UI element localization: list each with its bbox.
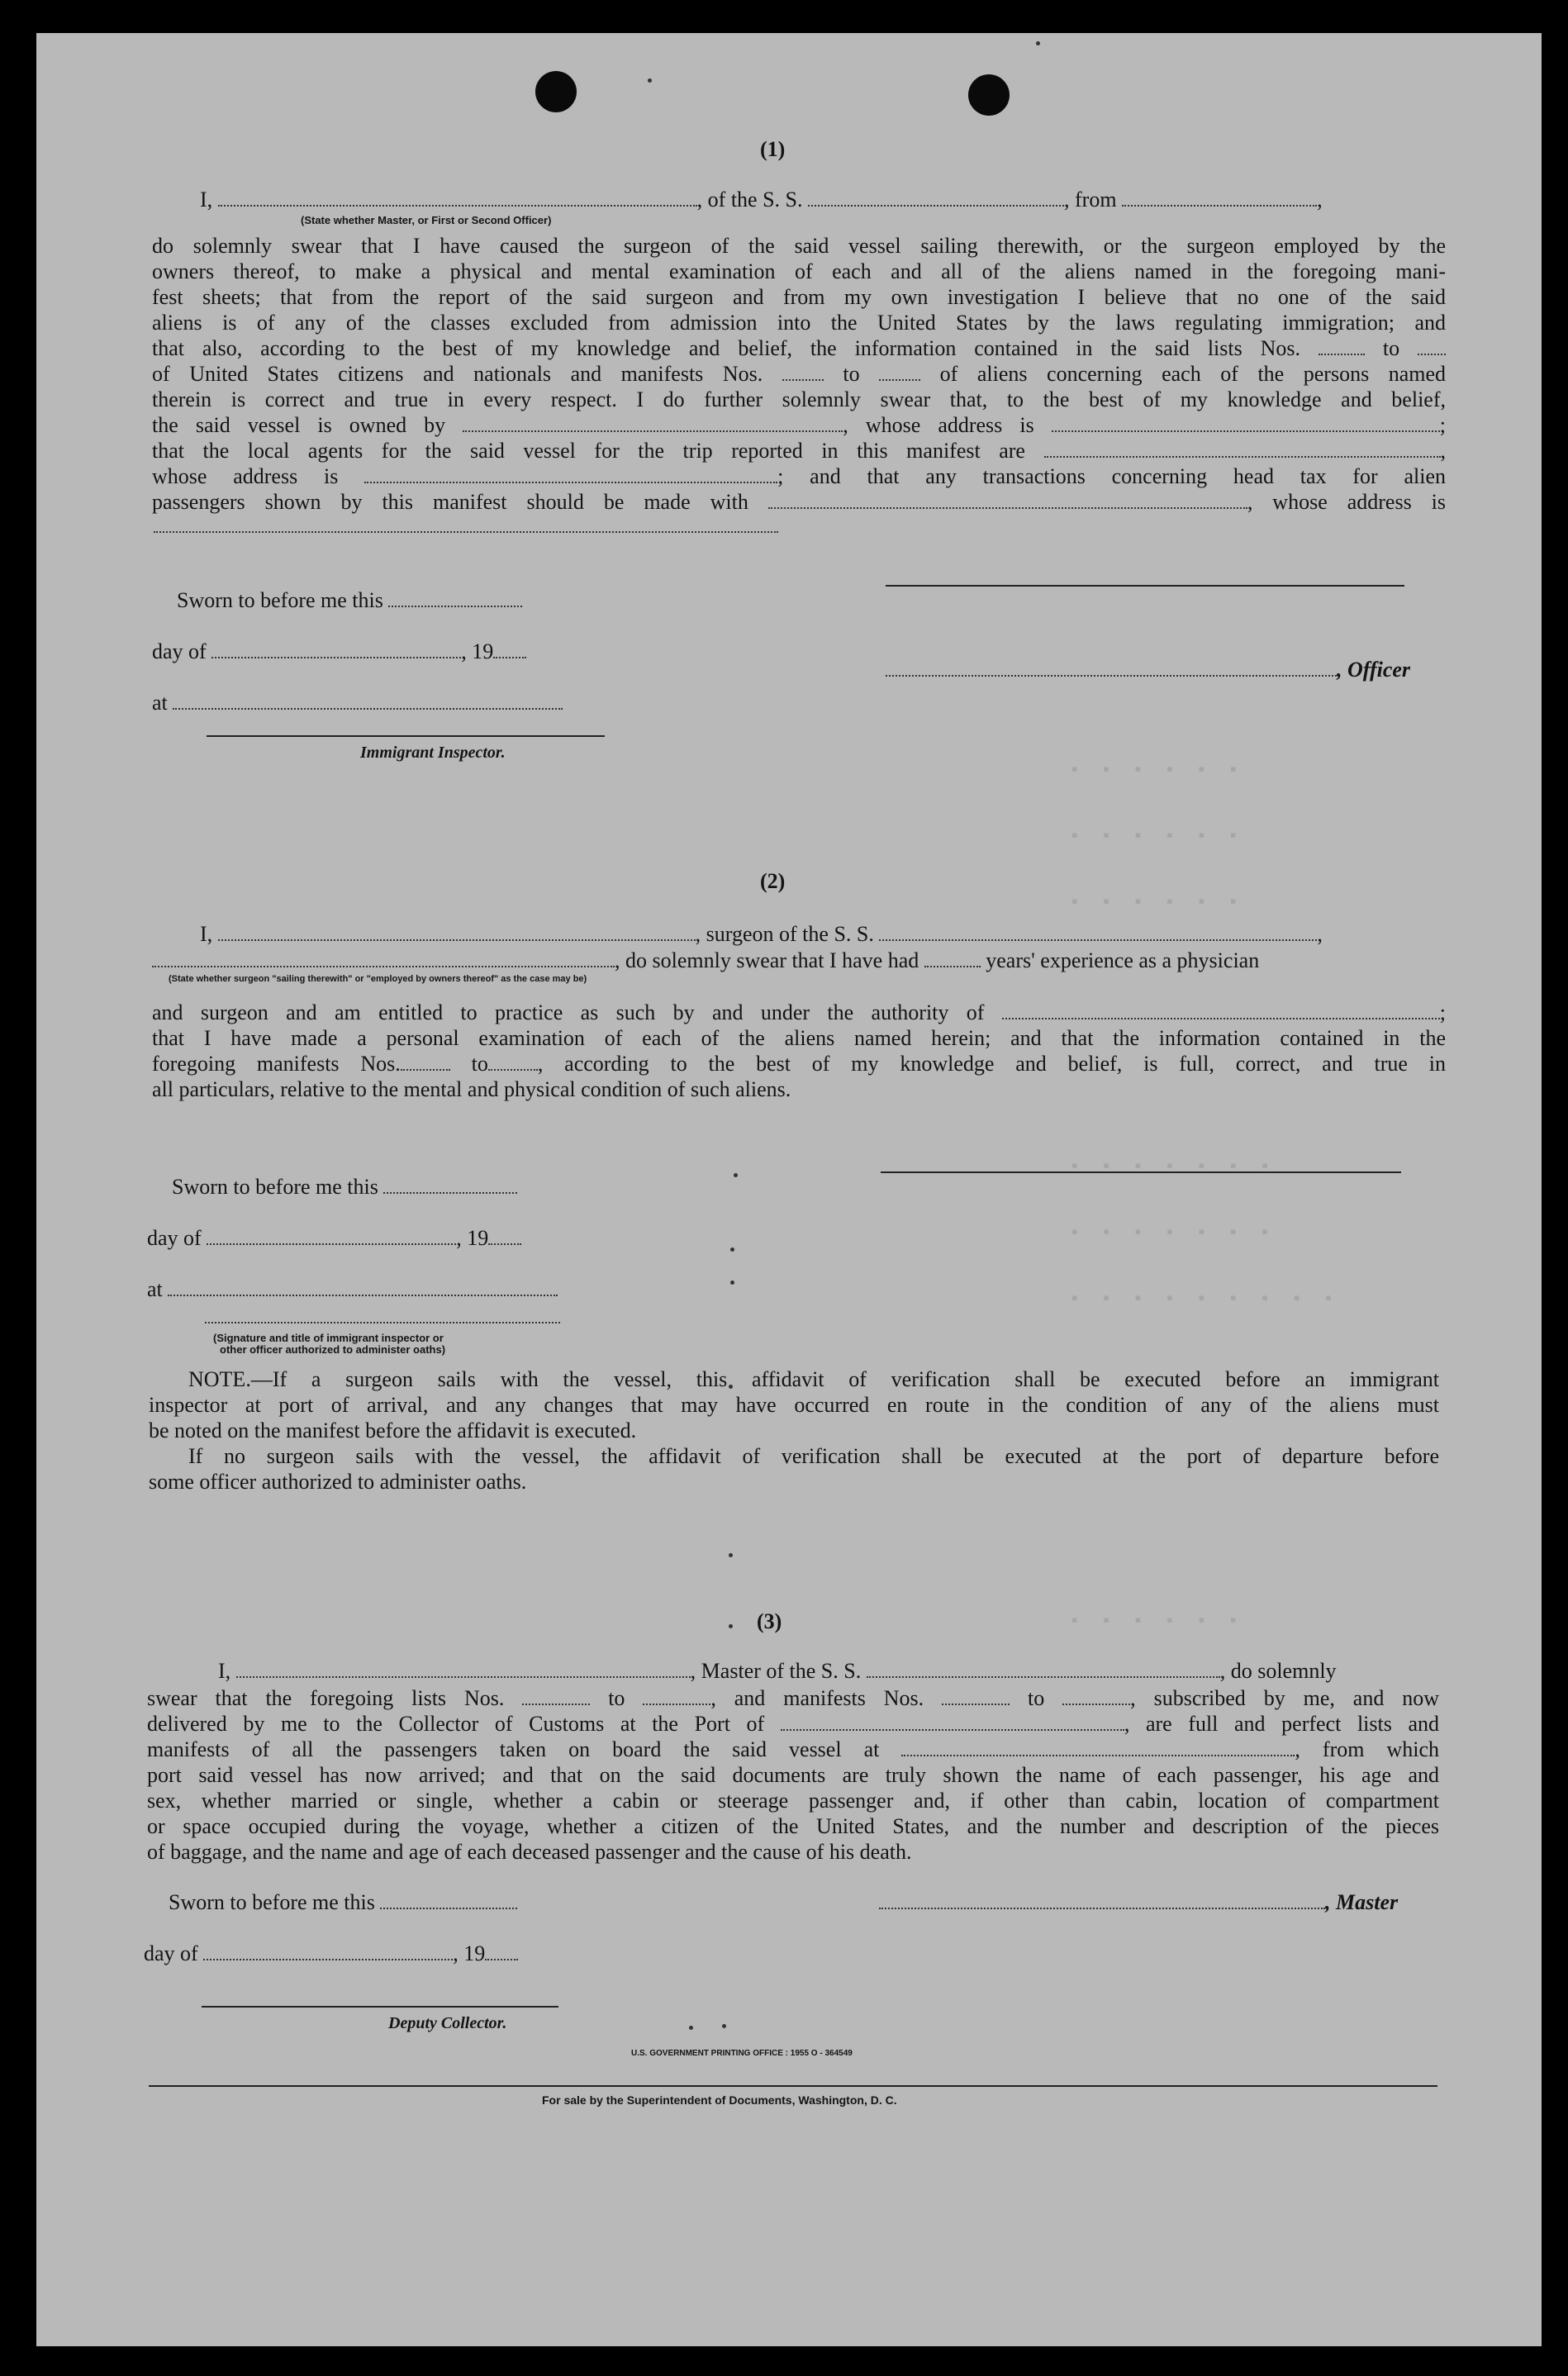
s2-month-field[interactable] (207, 1228, 456, 1245)
officer-name-field[interactable] (218, 190, 697, 207)
lists-nos-to-field[interactable] (1418, 339, 1446, 355)
s2-at: at (147, 1277, 558, 1302)
s1-at: at (152, 691, 563, 715)
officer-note: (State whether Master, or First or Second Officer) (301, 214, 552, 226)
s3-text-line: or space occupied during the voyage, whether a citizen of the United States, and the number and description of the pieces (147, 1814, 1439, 1838)
s3-master-signature: , Master (879, 1890, 1398, 1915)
s3-day-of: day of , 19 (144, 1941, 518, 1966)
punch-hole-left (535, 71, 577, 112)
s3-oath-paragraph (147, 1685, 1439, 1865)
s2-sworn: Sworn to before me this (172, 1175, 517, 1200)
s3-ship-name-field[interactable] (867, 1661, 1220, 1678)
s1-line-1 (200, 188, 1323, 212)
speck (729, 1624, 733, 1628)
surgeon-note: (State whether surgeon "sailing therewith" or "employed by owners thereof" as the case may be) (169, 974, 587, 984)
from-port-field[interactable] (1122, 190, 1317, 207)
s1-month-field[interactable] (211, 642, 461, 658)
s1-text-line: therein is correct and true in every respect. I do further solemnly swear that, to the best of my knowledge and belief, (152, 387, 1446, 411)
bleed-through: ▪ ▪ ▪ ▪ ▪ ▪ (1069, 1611, 1244, 1632)
s2-surgeon-signature-line[interactable] (881, 1171, 1401, 1173)
s3-deputy-signature-line[interactable] (202, 2006, 558, 2008)
s1-sworn: Sworn to before me this (177, 588, 522, 613)
printing-office: U.S. GOVERNMENT PRINTING OFFICE : 1955 O - 364549 (631, 2049, 853, 2058)
s1-sworn-date-field[interactable] (388, 591, 522, 607)
s1-text-line-10: whose address is ; and that any transactions concerning head tax for alien (152, 464, 1446, 488)
s1-day-of: day of , 19 (152, 639, 526, 664)
s1-text-line-5: that also, according to the best of my knowledge and belief, the information contained in the said lists Nos. to (152, 335, 1446, 361)
s3-deputy-label: Deputy Collector. (388, 2014, 507, 2032)
note-line-3: be noted on the manifest before the affidavit is executed. (149, 1418, 637, 1442)
owner-address-field[interactable] (1052, 416, 1440, 432)
s2-note-paragraph (149, 1366, 1439, 1495)
years-experience-field[interactable] (924, 951, 981, 967)
note-line-4: If no surgeon sails with the vessel, the affidavit of verification shall be executed at the port of departure before (188, 1444, 1439, 1468)
speck (722, 2024, 726, 2028)
s1-from: , from (1064, 188, 1117, 211)
speck (734, 1173, 738, 1177)
s2-manifest-from-field[interactable] (401, 1054, 450, 1071)
s3-line-1: I, , Master of the S. S. , do solemnly (218, 1659, 1337, 1683)
section-1-number: (1) (760, 137, 786, 161)
s3-sworn: Sworn to before me this (169, 1890, 517, 1915)
manifest-nos-to-field[interactable] (879, 364, 920, 381)
speck (729, 1553, 733, 1557)
s3-lists-to-field[interactable] (643, 1689, 710, 1705)
note-line-5: some officer authorized to administer oaths. (149, 1470, 527, 1494)
bleed-through: ▪ ▪ ▪ ▪ ▪ ▪ ▪ (1069, 1157, 1276, 1177)
s3-month-field[interactable] (203, 1944, 453, 1960)
s1-year-field[interactable] (493, 642, 526, 658)
head-tax-contact-field[interactable] (768, 492, 1247, 509)
note-line-2: inspector at port of arrival, and any changes that may have occurred en route in the condition of any of the aliens must (149, 1393, 1439, 1417)
local-agents-field[interactable] (1044, 441, 1441, 458)
s3-text-line-2: swear that the foregoing lists Nos. to , and manifests Nos. to , subscribed by me, and now (147, 1686, 1440, 1710)
s1-officer: , Officer (886, 658, 1410, 682)
s2-year-field[interactable] (488, 1228, 521, 1245)
s2-text-line: that I have made a personal examination of each of the aliens named herein; and that the information contained in the (152, 1026, 1446, 1050)
s2-ship-name-field[interactable] (879, 924, 1317, 941)
s1-text-line-11: passengers shown by this manifest should be made with , whose address is (152, 490, 1447, 514)
s2-manifest-to-field[interactable] (488, 1054, 538, 1071)
speck (689, 2026, 693, 2030)
s1-text-line-6: of United States citizens and nationals and manifests Nos. to of aliens concerning each of the persons named (152, 362, 1447, 386)
bleed-through: ▪ ▪ ▪ ▪ ▪ ▪ (1069, 760, 1244, 781)
s1-text-line: aliens is of any of the classes excluded from admission into the United States by the laws regulating immigration; and (152, 311, 1446, 335)
s2-sworn-date-field[interactable] (383, 1177, 517, 1194)
s3-text-line: port said vessel has now arrived; and that on the said documents are truly shown the name of each passenger, his age and (147, 1763, 1439, 1787)
s2-signature-note-1: (Signature and title of immigrant inspector or (213, 1332, 444, 1344)
s2-oath-paragraph (152, 1000, 1446, 1102)
speck (1036, 41, 1040, 45)
s3-manifest-from-field[interactable] (942, 1689, 1010, 1705)
s1-signature-line[interactable] (886, 585, 1404, 587)
s1-inspector-label: Immigrant Inspector. (360, 744, 506, 762)
for-sale-line: For sale by the Superintendent of Documents, Washington, D. C. (542, 2093, 897, 2107)
s3-text-line: sex, whether married or single, whether a cabin or steerage passenger and, if other than cabin, location of compartment (147, 1789, 1439, 1813)
port-field[interactable] (781, 1714, 1124, 1731)
s1-text-line: fest sheets; that from the report of the said surgeon and from my own investigation I believe that no one of the said (152, 285, 1446, 309)
punch-hole-right (968, 74, 1010, 116)
s2-text-line-5: foregoing manifests Nos. to , according to the best of my knowledge and belief, is full, correct, and true in (152, 1052, 1446, 1076)
s1-text-line-9: that the local agents for the said vessel for the trip reported in this manifest are , (152, 439, 1447, 463)
s1-place-field[interactable] (173, 693, 563, 710)
s3-text-line-3: delivered by me to the Collector of Customs at the Port of , are full and perfect lists and (147, 1712, 1440, 1736)
master-name-field[interactable] (236, 1661, 691, 1678)
s3-year-field[interactable] (485, 1944, 518, 1960)
surgeon-name-field[interactable] (218, 924, 696, 941)
agents-address-field[interactable] (364, 467, 777, 483)
embarkation-port-field[interactable] (901, 1740, 1295, 1756)
s2-signature-note-2: other officer authorized to administer oaths) (220, 1343, 446, 1356)
speck (730, 1281, 734, 1285)
ship-name-field[interactable] (808, 190, 1064, 207)
s1-text-line: owners thereof, to make a physical and mental examination of each and all of the aliens named in the foregoing mani- (152, 259, 1446, 283)
s3-master-signature-field[interactable] (879, 1893, 1325, 1909)
s1-comma: , (1317, 188, 1323, 211)
surgeon-status-field[interactable] (152, 951, 615, 967)
s1-of-ss: , of the S. S. (696, 188, 803, 211)
s1-text-line: do solemnly swear that I have caused the surgeon of the said vessel sailing therewith, or the surgeon employed by the (152, 234, 1446, 258)
section-2-number: (2) (760, 869, 786, 893)
s2-line-1: I, , surgeon of the S. S. , (200, 922, 1323, 946)
speck (730, 1247, 734, 1252)
s3-text-line-4: manifests of all the passengers taken on board the said vessel at , from which (147, 1737, 1440, 1761)
head-tax-address-field[interactable] (154, 531, 778, 533)
bleed-through: ▪ ▪ ▪ ▪ ▪ ▪ ▪ ▪ ▪ (1069, 1289, 1339, 1309)
bleed-through: ▪ ▪ ▪ ▪ ▪ ▪ ▪ (1069, 1223, 1276, 1243)
manifest-nos-from-field[interactable] (782, 364, 824, 381)
s2-place-field[interactable] (168, 1280, 558, 1296)
s2-line-2: , do solemnly swear that I have had years' experience as a physician (152, 948, 1259, 973)
bleed-through: ▪ ▪ ▪ ▪ ▪ ▪ (1069, 892, 1244, 913)
bleed-through: ▪ ▪ ▪ ▪ ▪ ▪ (1069, 826, 1244, 847)
s2-text-line-3: and surgeon and am entitled to practice as such by and under the authority of ; (152, 1000, 1447, 1024)
speck (648, 78, 652, 83)
note-line-1: NOTE.—If a surgeon sails with the vessel, this affidavit of verification shall be executed before an immigrant (188, 1367, 1439, 1391)
s2-text-line: all particulars, relative to the mental and physical condition of such aliens. (152, 1077, 791, 1101)
s2-day-of: day of , 19 (147, 1226, 521, 1251)
authority-field[interactable] (1002, 1003, 1440, 1019)
s3-lists-from-field[interactable] (522, 1689, 590, 1705)
s1-inspector-signature-line[interactable] (207, 735, 605, 737)
s1-officer-signature-field[interactable] (886, 660, 1337, 677)
section-3-number: (3) (757, 1609, 782, 1633)
s3-text-line: of baggage, and the name and age of each deceased passenger and the cause of his death. (147, 1840, 912, 1864)
s3-manifest-to-field[interactable] (1062, 1689, 1130, 1705)
footer-rule (149, 2085, 1437, 2087)
s2-inspector-signature-line[interactable] (205, 1322, 560, 1323)
owner-field[interactable] (463, 416, 843, 432)
form-sheet (36, 33, 1542, 2346)
s1-lead: I, (200, 188, 213, 211)
s1-oath-paragraph (152, 233, 1446, 515)
s1-text-line-8: the said vessel is owned by , whose address is ; (152, 413, 1447, 437)
s3-sworn-date-field[interactable] (380, 1893, 517, 1909)
lists-nos-from-field[interactable] (1319, 339, 1365, 355)
